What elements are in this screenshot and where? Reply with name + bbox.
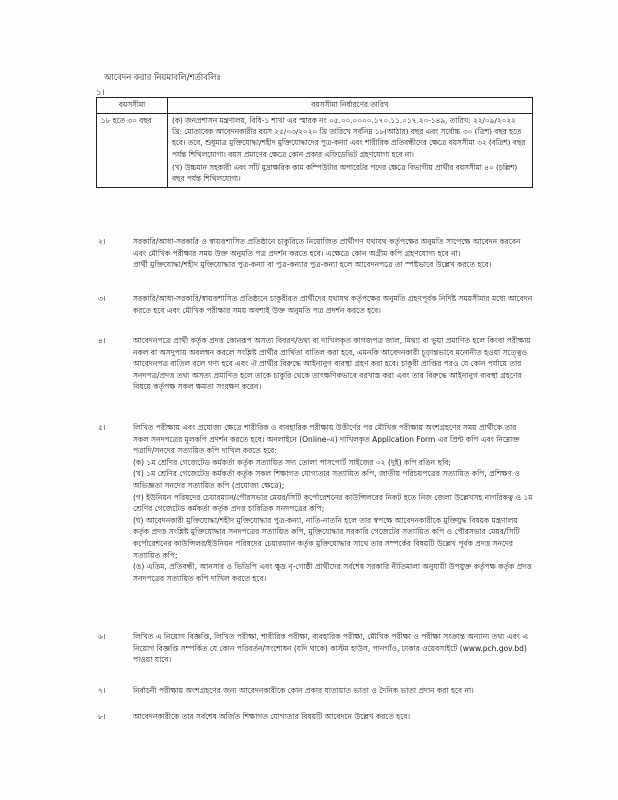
item-subtext: (গ) ইউনিয়ন পরিষদের চেয়ারম্যান/পৌরসভার মেয়র/সিটি কর্পোরেশনের কাউন্সিলরের নিকট হতে নিজ জেলা উল্লেখসহ নাগরিকত্ব ও ১ম শ্রেণির গেজেটেড কর্মকর্তা কর্তৃক প্রদত্ত চারিত্রিক সনদপত্রের কপি; [133, 492, 533, 514]
item-text: আবেদনপত্রে প্রার্থী কর্তৃক প্রদত্ত কোনরূপ অসত্য বিবরণ/তথ্য বা দাখিলকৃত কাগজপত্র জাল, মিথ্যা বা ভুয়া প্রমাণিত হলে কিংবা পরীক্ষায় নকল বা অসদুপায় অবলম্বন করলে সংশ্লিষ্ট প্রার্থীর প্রার্থিতা বাতিল করা হবে, এমনকি আবেদনকারী চূড়ান্তভাবে মনোনীত হওয়া সত্ত্বেও আবেদনপত্র বাতিল বলে গণ্য হবে এবং ঐ প্রার্থীর বিরুদ্ধে আইনানুগ ব্যবস্থা গ্রহণ করা হবে। চাকুরী প্রাপ্তির পরও যে কোন পর্যায়ে তার সনদপত্র/প্রদত্ত তথ্য অসত্য প্রমাণিত হলে তাকে চাকুরি থেকে তাৎক্ষণিকভাবে বরখাস্ত করা এবং তার বিরুদ্ধে আইনানুগ ব্যবস্থা গ্রহণের বিষয়ে কর্তৃপক্ষ সকল ক্ষমতা সংরক্ষণ করেন। [133, 336, 531, 392]
item-number: ৬। [98, 632, 106, 641]
item-text: প্রার্থী মুক্তিযোদ্ধা/শহীদ মুক্তিযোদ্ধার পুত্র-কন্যা বা পুত্র-কন্যার পুত্র-কন্যা হলে আবেদনপত্রে তা স্পষ্টভাবে উল্লেখ করতে হবে। [133, 260, 492, 270]
table-row [97, 114, 533, 188]
item-number: ৭। [98, 686, 106, 695]
age-rules-cell [168, 114, 533, 188]
item-number: ২। [98, 237, 106, 246]
item-number: ৮। [98, 712, 106, 721]
item-number: ৫। [98, 423, 106, 432]
table-header-row [97, 98, 533, 114]
item-subtext: (ঘ) আবেদনকারী মুক্তিযোদ্ধা/শহীদ মুক্তিযোদ্ধার পুত্র-কন্যা, নাতি-নাতনি হলে তার স্বপক্ষে আবেদনকারীকে মুক্তিযুদ্ধ বিষয়ক মন্ত্রণালয় কর্তৃক প্রদত্ত সংশ্লিষ্ট মুক্তিযোদ্ধার সনদপত্রের সত্যায়িত কপি, মুক্তিযোদ্ধার সরকারি গেজেটের সত্যায়িত কপি ও পৌরসভার মেয়র/সিটি কর্পোরেশনের কাউন্সিলর/ইউনিয়ন পরিষদের চেয়ারম্যান কর্তৃক মুক্তিযোদ্ধার সাথে তার সম্পর্কের বিষয়টি উল্লেখ পূর্বক প্রদত্ত সনদের সত্যায়িত কপি; [133, 515, 520, 560]
item-subtext: (ঙ) এতিম, প্রতিবন্ধী, আনসার ও ভিডিপি এবং ক্ষুদ্র নৃ-গোষ্ঠী প্রার্থীদের সর্বশেষ সরকারি নীতিমালা অনুযায়ী উপযুক্ত কর্তৃপক্ষ কর্তৃক প্রদত্ত সনদপত্রের সত্যায়িত কপি দাখিল করতে হবে। [133, 562, 532, 583]
age-rule-a: (ক) জনপ্রশাসন মন্ত্রণালয়, বিধি-১ শাখা এর স্মারক নং ০৫.০০.০০০০.১৭০.১১.০১৭.২০-১৪৯, তারিখ: ২২/০৯/২০২২ খ্রি: মোতাবেক আবেদনকারীর বয়স ২৫/০৩/২০২০ খ্রি তারিখে সর্বনিম্ন ১৮(আঠার) বছর এবং সর্বোচ্চ ৩০ (ত্রিশ) বছর হতে হবে। তবে, শুধুমাত্র মুক্তিযোদ্ধা/শহীদ মুক্তিযোদ্ধাদের পুত্র-কন্যা এবং শারীরিক প্রতিবন্ধীদের ক্ষেত্রে বয়সসীমা ৩২ (বত্রিশ) বছর পর্যন্ত শিথিলযোগ্য। বয়স প্রমাণের ক্ষেত্রে কোন প্রকার এফিডেভিট গ্রহণযোগ্য হবে না। [172, 116, 526, 159]
item-text: নির্বাচনী পরীক্ষায় অংশগ্রহণের জন্য আবেদনকারীকে কোন প্রকার যাতায়াত ভাতা ও দৈনিক ভাতা প্রদান করা হবে না। [133, 686, 474, 695]
table-header-age-limit: বয়সসীমা [97, 98, 168, 114]
item-subtext: (ক) ১ম শ্রেণির গেজেটেড কর্মকর্তা কর্তৃক সত্যায়িত সদ্য তোলা পাসপোর্ট সাইজের ০২ (দুই) কপি রঙিন ছবি; [133, 457, 451, 467]
item-text: সরকারি/আধা-সরকারি ও স্বায়ত্তশাসিত প্রতিষ্ঠানে চাকুরিতে নিয়োজিত প্রার্থীগণ যথাযথ কর্তৃপক্ষের অনুমতি সাপেক্ষে আবেদন করবেন এবং মৌখিক পরীক্ষার সময় উক্ত অনুমতি পত্র প্রদর্শন করতে হবে। এক্ষেত্রে কোন অগ্রীম কপি গ্রহণযোগ্য হবে না। [133, 237, 521, 258]
item-number: ৩। [98, 294, 106, 303]
age-range-cell: ১৮ হতে ৩০ বছর [97, 114, 168, 188]
page-heading: আবেদন করার নিয়মাবলি/শর্তাবলিঃ [104, 72, 221, 82]
age-limit-table [96, 97, 533, 188]
table-header-age-date: বয়সসীমা নির্ধারণের তারিখ [168, 98, 533, 114]
item-text: লিখিত এ নিয়োগ বিজ্ঞপ্তি, লিখিত পরীক্ষা, শারীরিক পরীক্ষা, ব্যবহারিক পরীক্ষা, মৌখিক পরীক্ষা ও পরীক্ষা সংক্রান্ত অন্যান্য তথ্য এবং এ নিয়োগ বিজ্ঞপ্তি সম্পর্কিত যে কোন পরিবর্তন/সংশোধন (যদি থাকে) কাস্টম হাউস, পানগাঁও, ঢাকার ওয়েবসাইটে (www.pch.gov.bd) পাওয়া যাবে। [133, 632, 529, 665]
item-text: লিখিত পরীক্ষায় এবং প্রযোজ্য ক্ষেত্রে শারীরিক ও ব্যবহারিক পরীক্ষায় উত্তীর্ণের পর মৌখিক পরীক্ষায় অংশগ্রহণের সময় প্রার্থীকে তার সকল সনদপত্রের মূলকপি প্রদর্শন করতে হবে। অনলাইনে (Online-এ) দাখিলকৃত Application Form এর প্রিন্ট কপি এবং নিম্নোক্ত পত্রাদি/সনদের সত্যায়িত কপি দাখিল করতে হবে: [133, 423, 520, 456]
item-text: সরকারি/আধা-সরকারি/স্বায়ত্তশাসিত প্রতিষ্ঠানে চাকুরীরত প্রার্থীদের যথাযথ কর্তৃপক্ষের অনুমতি গ্রহণপূর্বক নির্দিষ্ট সময়সীমার মধ্যে আবেদন করতে হবে এবং মৌখিক পরীক্ষার সময় অবশ্যই উক্ত অনুমতি পত্র প্রদর্শন করতে হবে। [133, 294, 533, 315]
item-subtext: (খ) ১ম শ্রেণির গেজেটেড কর্মকর্তা কর্তৃক সকল শিক্ষাগত যোগ্যতার সত্যায়িত কপি, জাতীয় পরিচয়পত্রের সত্যায়িত কপি, প্রশিক্ষণ ও অভিজ্ঞতা সনদের সত্যায়িত কপি (প্রযোজ্য ক্ষেত্রে); [133, 469, 520, 490]
item-text: আবেদনকারীকে তার সর্বশেষ অর্জিত শিক্ষাগত যোগ্যতার বিষয়টি আবেদনে উল্লেখ করতে হবে। [133, 712, 411, 721]
age-rule-b: (খ) উচ্চমান সহকারী এবং সাঁট মুদ্রাক্ষরিক কাম কম্পিউটার অপারেটর পদের ক্ষেত্রে বিভাগীয় প্রার্থীর বয়সসীমা ৪০ (চল্লিশ) বছর পর্যন্ত শিথিলযোগ্য। [172, 162, 518, 184]
item-number-1: ১। [96, 87, 105, 97]
item-number: ৪। [98, 336, 106, 345]
